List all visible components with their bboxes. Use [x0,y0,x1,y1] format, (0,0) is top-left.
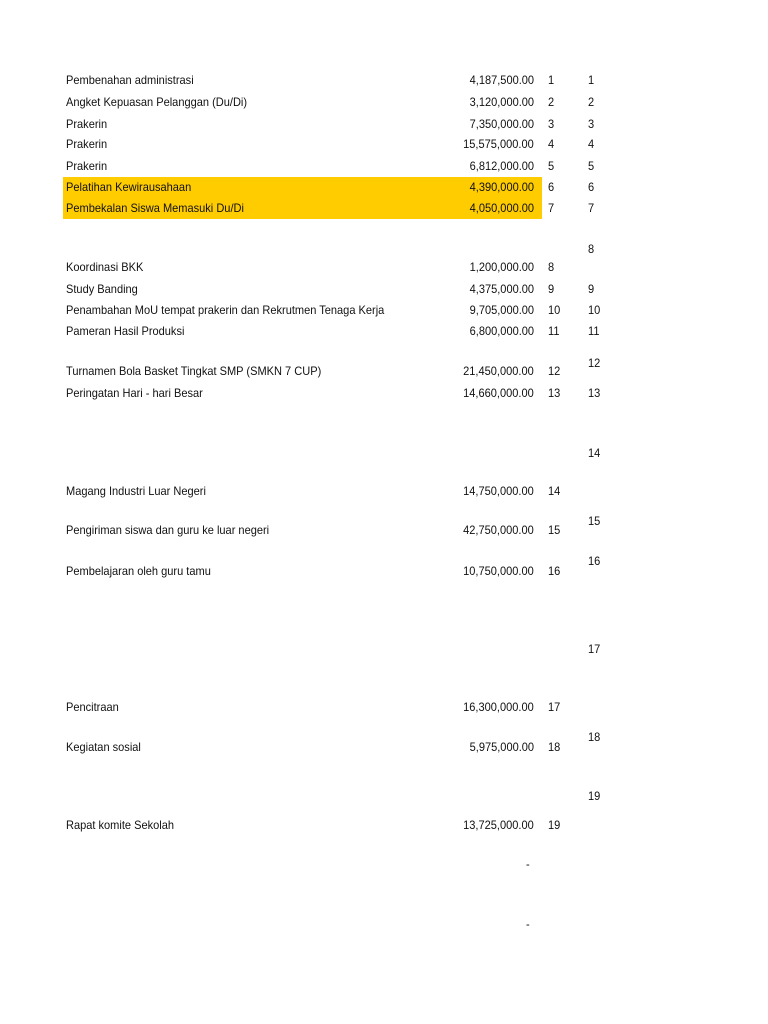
activity-ref-number: 12 [588,356,601,370]
activity-ref-number: 18 [588,730,601,744]
activity-name: Magang Industri Luar Negeri [66,484,206,498]
activity-ref-number: 13 [588,386,601,400]
activity-ref-number: 15 [588,514,601,528]
activity-amount: 13,725,000.00 [463,818,534,832]
activity-name: Kegiatan sosial [66,740,141,754]
activity-number: 17 [548,700,561,714]
activity-amount: 42,750,000.00 [463,523,534,537]
activity-name: Rapat komite Sekolah [66,818,175,832]
activity-ref-number: 5 [588,159,595,173]
activity-amount: 4,050,000.00 [469,201,534,215]
activity-name: Pembelajaran oleh guru tamu [66,564,211,578]
activity-amount: 4,375,000.00 [469,282,534,296]
activity-name: Pengiriman siswa dan guru ke luar negeri [66,523,270,537]
activity-ref-number: 19 [588,789,601,803]
activity-amount: 5,975,000.00 [469,740,534,754]
activity-name: Pencitraan [66,700,119,714]
activity-name: Angket Kepuasan Pelanggan (Du/Di) [66,95,248,109]
activity-ref-number: 3 [588,117,595,131]
activity-number: 5 [548,159,555,173]
activity-amount: 9,705,000.00 [469,303,534,317]
activity-ref-number: 11 [588,324,600,338]
activity-number: 9 [548,282,555,296]
activity-number: 16 [548,564,561,578]
activity-number: 14 [548,484,561,498]
activity-ref-number: 4 [588,137,595,151]
activity-ref-number: 1 [588,73,595,87]
activity-name: Study Banding [66,282,138,296]
activity-number: 8 [548,260,555,274]
activity-amount: 4,187,500.00 [469,73,534,87]
activity-ref-number: 17 [588,642,601,656]
activity-amount: 4,390,000.00 [469,180,534,194]
activity-name: Peringatan Hari - hari Besar [66,386,203,400]
activity-ref-number: 14 [588,446,601,460]
activity-amount: 6,800,000.00 [469,324,534,338]
activity-name: Pelatihan Kewirausahaan [66,180,192,194]
activity-amount: 10,750,000.00 [463,564,534,578]
activity-name: Koordinasi BKK [66,260,144,274]
activity-number: 12 [548,364,561,378]
activity-number: 3 [548,117,555,131]
activity-number: 1 [548,73,555,87]
activity-number: 11 [548,324,560,338]
activity-number: 6 [548,180,555,194]
activity-name: Pembekalan Siswa Memasuki Du/Di [66,201,244,215]
activity-name: Prakerin [66,137,108,151]
activity-number: 15 [548,523,561,537]
activity-ref-number: 10 [588,303,601,317]
activity-number: 7 [548,201,555,215]
activity-ref-number: 2 [588,95,595,109]
activity-amount: 15,575,000.00 [463,137,534,151]
activity-ref-number: 6 [588,180,595,194]
activity-number: 4 [548,137,555,151]
activity-name: Turnamen Bola Basket Tingkat SMP (SMKN 7 CUP) [66,364,322,378]
activity-amount: 1,200,000.00 [469,260,534,274]
activity-amount: 14,750,000.00 [463,484,534,498]
activity-number: 18 [548,740,561,754]
activity-amount: 6,812,000.00 [469,159,534,173]
empty-amount-dash: - [526,857,530,871]
activity-ref-number: 9 [588,282,595,296]
activity-number: 13 [548,386,561,400]
activity-amount: 16,300,000.00 [463,700,534,714]
activity-amount: 3,120,000.00 [469,95,534,109]
empty-amount-dash: - [526,917,530,931]
activity-name: Penambahan MoU tempat prakerin dan Rekrutmen Tenaga Kerja [66,303,385,317]
activity-amount: 14,660,000.00 [463,386,534,400]
activity-name: Prakerin [66,117,108,131]
activity-number: 10 [548,303,561,317]
activity-ref-number: 7 [588,201,595,215]
activity-amount: 7,350,000.00 [469,117,534,131]
activity-ref-number: 16 [588,554,601,568]
activity-name: Pembenahan administrasi [66,73,194,87]
activity-name: Prakerin [66,159,108,173]
activity-name: Pameran Hasil Produksi [66,324,185,338]
activity-number: 2 [548,95,555,109]
activity-ref-number: 8 [588,242,595,256]
activity-amount: 21,450,000.00 [463,364,534,378]
activity-number: 19 [548,818,561,832]
